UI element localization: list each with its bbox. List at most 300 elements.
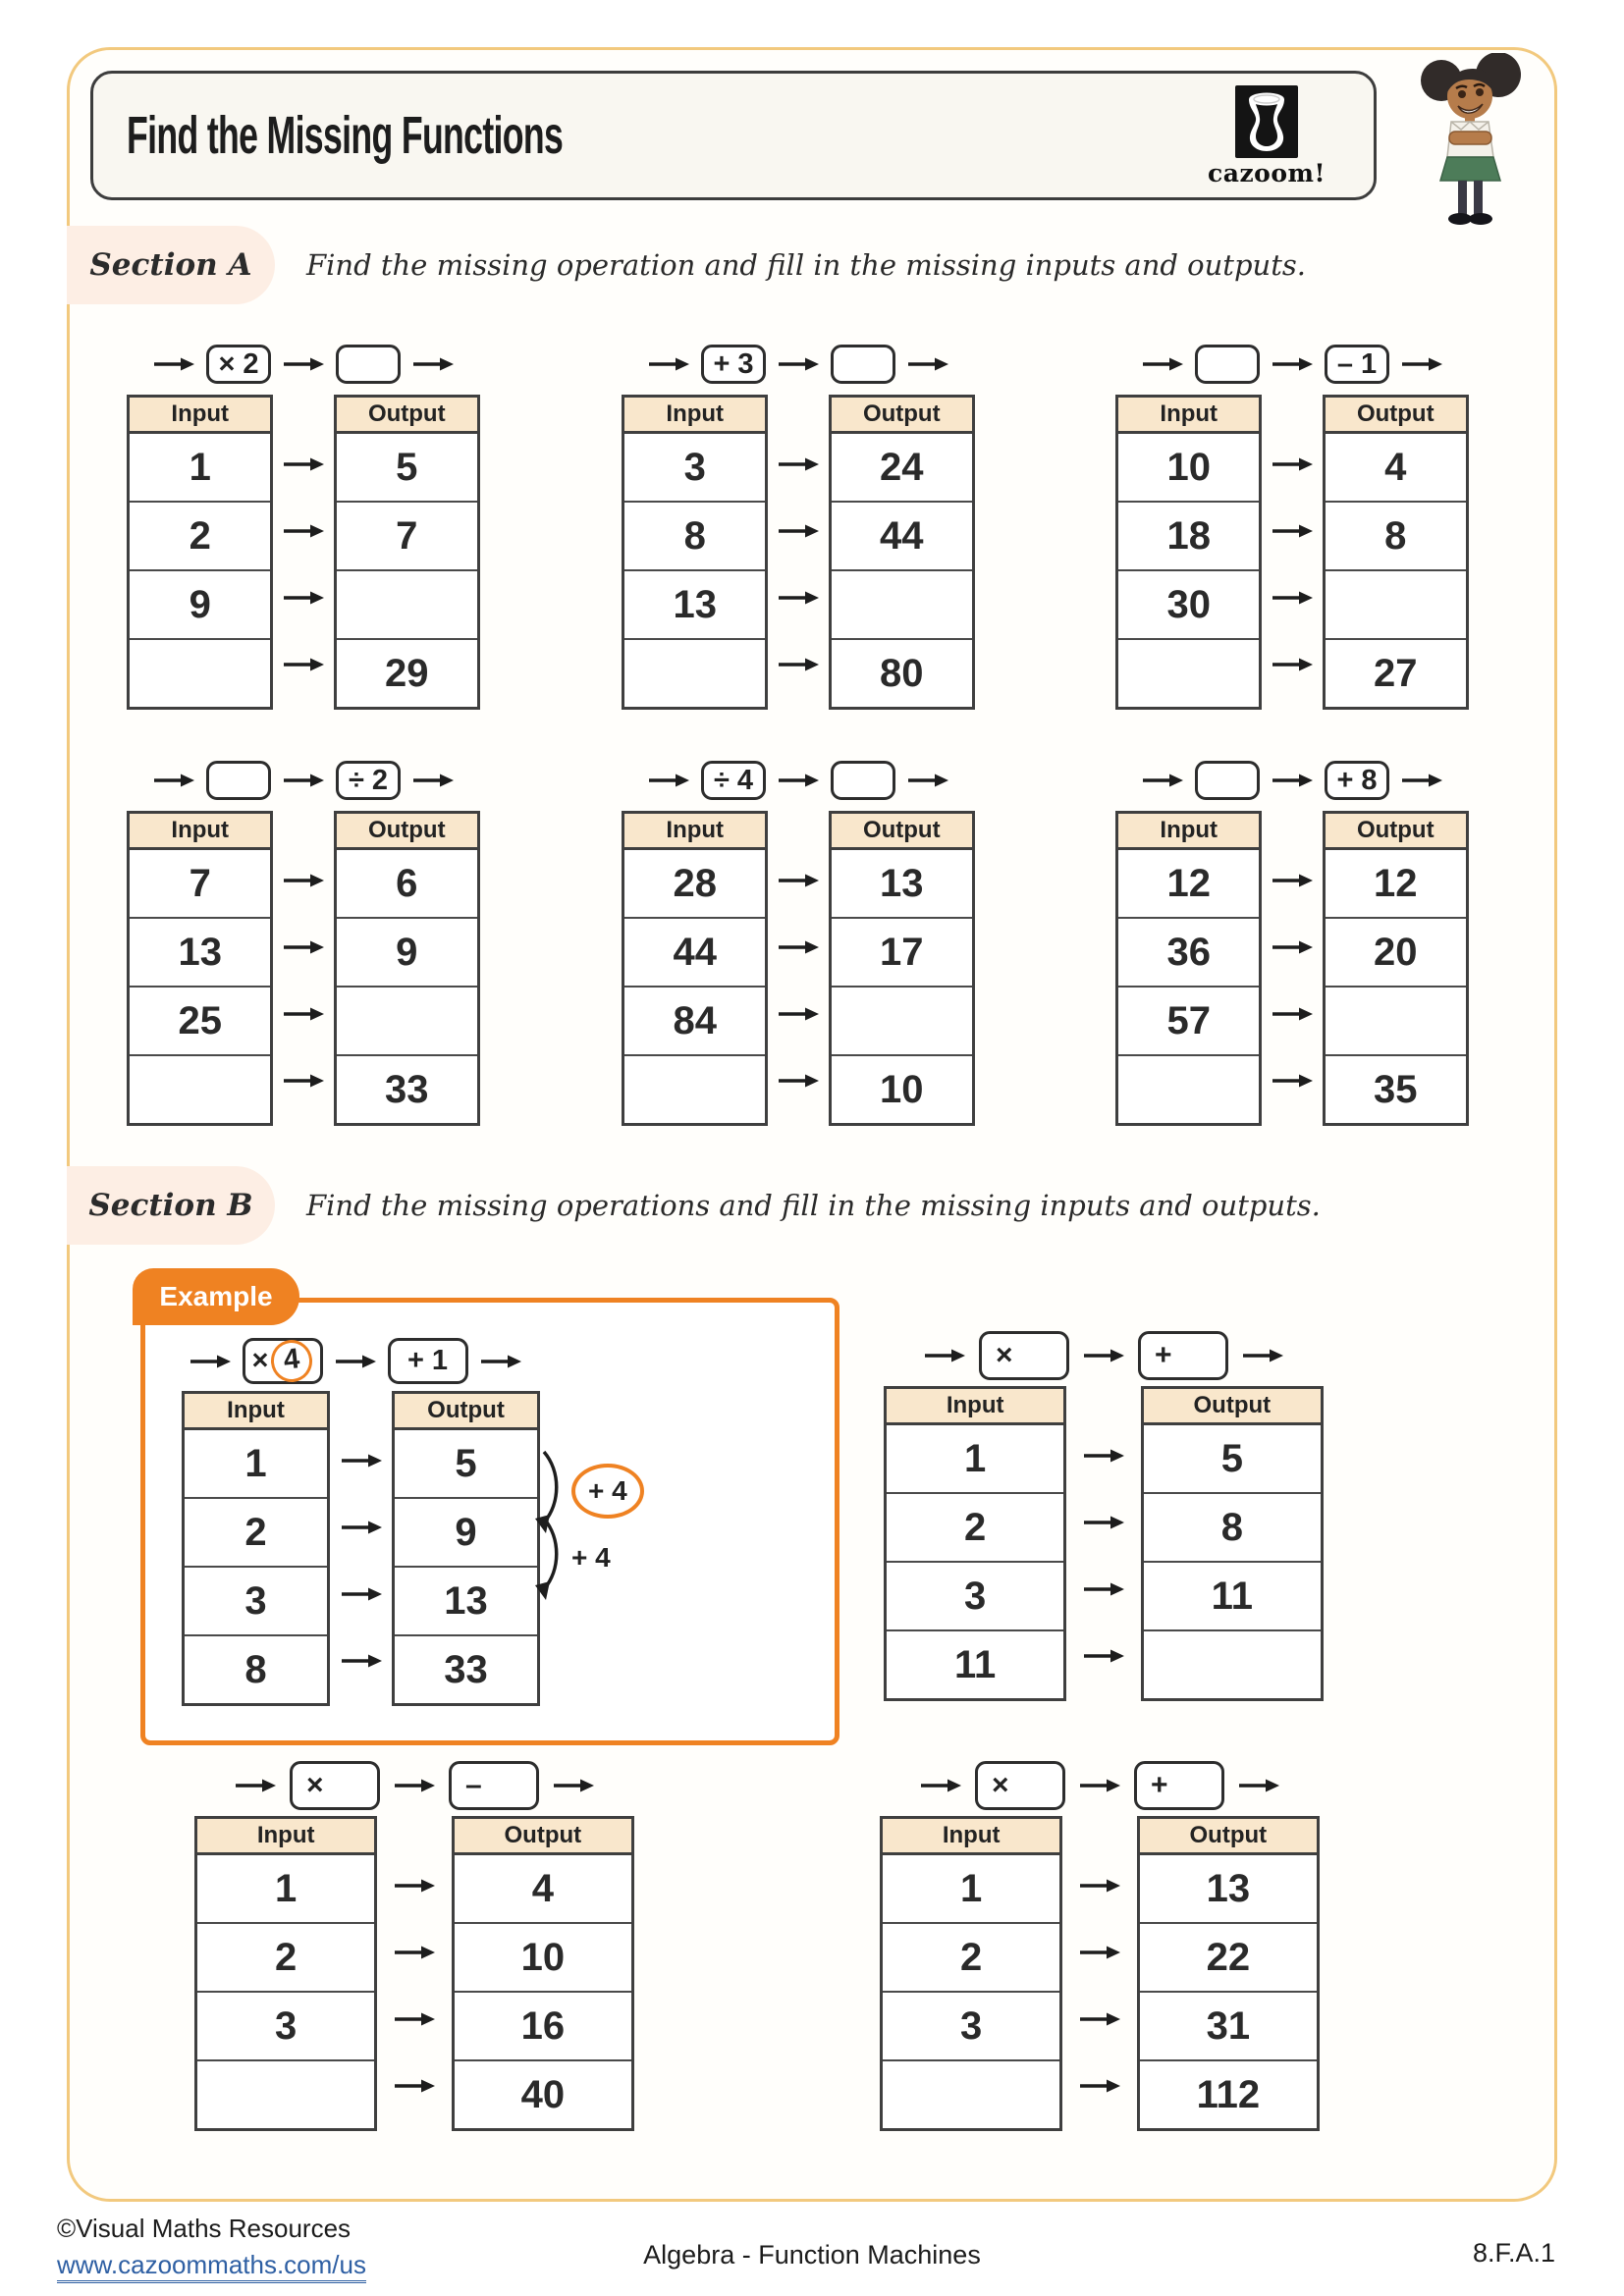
arrow-right-icon xyxy=(283,523,324,539)
output-cell: 22 xyxy=(1140,1924,1317,1993)
input-cell: 3 xyxy=(197,1993,374,2061)
input-cell: 2 xyxy=(887,1494,1063,1563)
arrow-right-icon xyxy=(1083,1581,1124,1597)
arrow-right-icon xyxy=(648,356,689,372)
arrow-slot xyxy=(1066,1422,1140,1489)
output-cell: 112 xyxy=(1196,2072,1261,2116)
arrow-slot xyxy=(1262,847,1322,914)
input-cell: 3 xyxy=(624,434,765,503)
arrow-slot xyxy=(1262,498,1322,564)
row-arrows-column xyxy=(1262,395,1322,710)
output-table xyxy=(334,811,480,1126)
arrow-right-icon xyxy=(778,356,819,372)
cazoom-logo-text: cazoom! xyxy=(1208,159,1326,187)
input-cell: 57 xyxy=(1118,988,1259,1056)
section-b-instruction: Find the missing operations and fill in the missing inputs and outputs. xyxy=(306,1189,1321,1222)
arrow-right-icon xyxy=(778,1006,819,1022)
arrow-slot xyxy=(273,431,333,498)
input-table xyxy=(182,1391,330,1706)
input-table xyxy=(194,1816,377,2131)
arrow-slot xyxy=(1262,914,1322,981)
output-cell: 20 xyxy=(1326,919,1466,988)
output-column-header: Output xyxy=(832,814,972,850)
table-pair xyxy=(194,1816,634,2131)
input-cell: 10 xyxy=(1118,434,1259,503)
arrow-right-icon xyxy=(412,773,454,788)
footer-copyright: ©Visual Maths Resources xyxy=(57,2214,352,2243)
output-table xyxy=(1323,395,1469,710)
machine-box: + xyxy=(1138,1331,1228,1380)
input-column-header: Input xyxy=(883,1819,1059,1855)
arrow-right-icon xyxy=(907,773,948,788)
row-arrows-column xyxy=(273,811,333,1126)
arrow-right-icon xyxy=(648,773,689,788)
output-cell: 8 xyxy=(1144,1494,1321,1563)
output-cell: 13 xyxy=(1140,1855,1317,1924)
machine-box: ÷ 4 xyxy=(701,761,766,800)
arrow-right-icon xyxy=(1272,1006,1313,1022)
machine-box: ÷ 2 xyxy=(336,761,401,800)
arrow-right-icon xyxy=(1272,356,1313,372)
machine-box xyxy=(1195,761,1260,800)
arrow-right-icon xyxy=(1272,590,1313,606)
arrow-right-icon xyxy=(394,1778,435,1793)
output-cell: 35 xyxy=(1374,1067,1418,1111)
curved-arrow-icon xyxy=(534,1515,564,1601)
arrow-slot xyxy=(273,981,333,1047)
arrow-right-icon xyxy=(1272,873,1313,888)
arrow-slot xyxy=(768,564,828,631)
table-pair xyxy=(182,1391,540,1706)
input-cell: 2 xyxy=(130,503,270,571)
function-machine-problem xyxy=(880,1761,1320,2131)
arrow-right-icon xyxy=(341,1520,382,1535)
arrow-right-icon xyxy=(1142,773,1183,788)
output-cell xyxy=(1326,988,1466,1056)
arrow-right-icon xyxy=(1079,2011,1120,2027)
output-cell xyxy=(1326,571,1466,640)
input-column-header: Input xyxy=(197,1819,374,1855)
table-pair xyxy=(880,1816,1320,2131)
output-table xyxy=(1323,811,1469,1126)
machine-box xyxy=(831,761,895,800)
page-title-text: Find the Missing Functions xyxy=(127,106,564,165)
output-column-header: Output xyxy=(832,398,972,434)
output-cell: 24 xyxy=(832,434,972,503)
input-cell: 11 xyxy=(954,1642,997,1686)
table-pair xyxy=(127,395,480,710)
machine-row xyxy=(622,760,975,801)
machine-row xyxy=(182,1338,528,1384)
machine-box: – 1 xyxy=(1325,345,1389,384)
input-column-header: Input xyxy=(624,398,765,434)
arrow-slot xyxy=(377,1986,451,2053)
arrow-slot xyxy=(330,1561,392,1628)
example-box xyxy=(140,1298,839,1745)
machine-row xyxy=(884,1331,1324,1380)
arrow-right-icon xyxy=(1083,1348,1124,1363)
function-machine-problem xyxy=(884,1331,1324,1701)
machine-row xyxy=(127,760,480,801)
arrow-slot xyxy=(1062,1852,1136,1919)
arrow-slot xyxy=(273,498,333,564)
row-arrows-column xyxy=(768,811,828,1126)
output-cell: 44 xyxy=(832,503,972,571)
input-cell xyxy=(1118,640,1259,707)
arrow-slot xyxy=(273,847,333,914)
arrow-right-icon xyxy=(341,1453,382,1468)
title-box xyxy=(90,71,1377,200)
input-cell: 1 xyxy=(887,1425,1063,1494)
input-cell xyxy=(1118,1056,1259,1123)
arrow-right-icon xyxy=(1079,1778,1120,1793)
arrow-slot xyxy=(330,1427,392,1494)
output-column-header: Output xyxy=(1326,398,1466,434)
output-cell: 17 xyxy=(832,919,972,988)
input-cell: 2 xyxy=(197,1924,374,1993)
arrow-right-icon xyxy=(480,1354,521,1369)
arrow-right-icon xyxy=(341,1653,382,1669)
input-cell: 13 xyxy=(624,571,765,640)
arrow-slot xyxy=(377,1852,451,1919)
arrow-right-icon xyxy=(283,773,324,788)
arrow-slot xyxy=(1262,1047,1322,1114)
output-column-header: Output xyxy=(1140,1819,1317,1855)
arrow-right-icon xyxy=(1401,356,1442,372)
output-cell: 6 xyxy=(337,850,477,919)
arrow-right-icon xyxy=(412,356,454,372)
function-machine-problem xyxy=(1115,344,1469,710)
input-cell: 3 xyxy=(883,1993,1059,2061)
table-pair xyxy=(1115,811,1469,1126)
arrow-slot xyxy=(1066,1556,1140,1623)
input-column-header: Input xyxy=(130,814,270,850)
operator-label: × xyxy=(251,1345,269,1376)
input-cell: 1 xyxy=(130,434,270,503)
output-cell xyxy=(337,988,477,1056)
arrow-slot xyxy=(330,1494,392,1561)
input-cell: 25 xyxy=(130,988,270,1056)
input-cell: 7 xyxy=(130,850,270,919)
input-cell: 9 xyxy=(130,571,270,640)
output-cell: 80 xyxy=(880,651,924,695)
example-tab: Example xyxy=(133,1268,299,1325)
arrow-slot xyxy=(768,981,828,1047)
arrow-right-icon xyxy=(1238,1778,1279,1793)
arrow-right-icon xyxy=(1083,1448,1124,1464)
machine-box xyxy=(243,1338,323,1384)
example-annotations xyxy=(534,1303,780,1740)
arrow-slot xyxy=(330,1628,392,1694)
footer-website-link[interactable]: www.cazoommaths.com/us xyxy=(57,2249,366,2284)
output-table xyxy=(1141,1386,1324,1701)
arrow-right-icon xyxy=(1079,1945,1120,1960)
arrow-right-icon xyxy=(1083,1515,1124,1530)
machine-box: × 2 xyxy=(206,345,271,384)
input-table xyxy=(880,1816,1062,2131)
arrow-right-icon xyxy=(283,873,324,888)
output-table xyxy=(829,395,975,710)
function-machine-problem xyxy=(622,760,975,1126)
arrow-slot xyxy=(768,1047,828,1114)
machine-row xyxy=(1115,760,1469,801)
arrow-right-icon xyxy=(1272,456,1313,472)
table-pair xyxy=(127,811,480,1126)
input-cell xyxy=(624,640,765,707)
input-cell: 13 xyxy=(130,919,270,988)
arrow-right-icon xyxy=(1272,657,1313,672)
output-cell: 5 xyxy=(395,1430,537,1499)
output-cell: 10 xyxy=(880,1067,924,1111)
arrow-slot xyxy=(1262,981,1322,1047)
output-cell: 13 xyxy=(832,850,972,919)
input-cell: 3 xyxy=(185,1568,327,1636)
function-machine-problem xyxy=(127,344,480,710)
difference-label: + 4 xyxy=(571,1542,611,1573)
arrow-slot xyxy=(1262,631,1322,698)
arrow-right-icon xyxy=(394,2078,435,2094)
arrow-right-icon xyxy=(1083,1648,1124,1664)
arrow-right-icon xyxy=(189,1354,231,1369)
arrow-right-icon xyxy=(153,356,194,372)
arrow-right-icon xyxy=(283,657,324,672)
arrow-right-icon xyxy=(778,657,819,672)
input-cell: 18 xyxy=(1118,503,1259,571)
machine-box xyxy=(336,345,401,384)
output-cell: 27 xyxy=(1374,651,1418,695)
input-cell: 8 xyxy=(244,1647,267,1691)
student-character-illustration xyxy=(1412,53,1536,228)
input-table xyxy=(1115,811,1262,1126)
output-column-header: Output xyxy=(395,1394,537,1430)
output-table xyxy=(1137,1816,1320,2131)
input-column-header: Input xyxy=(887,1389,1063,1425)
input-cell: 1 xyxy=(197,1855,374,1924)
input-cell: 12 xyxy=(1118,850,1259,919)
arrow-right-icon xyxy=(907,356,948,372)
input-cell: 2 xyxy=(185,1499,327,1568)
table-pair xyxy=(622,811,975,1126)
arrow-right-icon xyxy=(1272,773,1313,788)
difference-annotation xyxy=(534,1515,611,1601)
machine-row xyxy=(127,344,480,385)
arrow-right-icon xyxy=(778,939,819,955)
output-column-header: Output xyxy=(455,1819,631,1855)
output-column-header: Output xyxy=(337,398,477,434)
arrow-right-icon xyxy=(778,1073,819,1089)
output-table xyxy=(452,1816,634,2131)
input-table xyxy=(622,811,768,1126)
arrow-slot xyxy=(768,498,828,564)
arrow-right-icon xyxy=(553,1778,594,1793)
output-cell: 5 xyxy=(1144,1425,1321,1494)
input-column-header: Input xyxy=(185,1394,327,1430)
output-cell: 31 xyxy=(1140,1993,1317,2061)
output-cell: 4 xyxy=(1326,434,1466,503)
output-column-header: Output xyxy=(1326,814,1466,850)
input-table xyxy=(127,811,273,1126)
arrow-right-icon xyxy=(153,773,194,788)
input-column-header: Input xyxy=(1118,398,1259,434)
arrow-right-icon xyxy=(778,456,819,472)
machine-box: – xyxy=(449,1761,539,1810)
machine-box: × xyxy=(979,1331,1069,1380)
arrow-right-icon xyxy=(283,939,324,955)
output-column-header: Output xyxy=(1144,1389,1321,1425)
input-cell: 84 xyxy=(624,988,765,1056)
arrow-slot xyxy=(1062,1986,1136,2053)
output-table xyxy=(829,811,975,1126)
output-cell xyxy=(832,988,972,1056)
output-cell xyxy=(337,571,477,640)
output-cell: 9 xyxy=(337,919,477,988)
arrow-right-icon xyxy=(283,590,324,606)
cazoom-logo xyxy=(1203,85,1330,187)
arrow-slot xyxy=(273,1047,333,1114)
table-pair xyxy=(622,395,975,710)
arrow-slot xyxy=(768,431,828,498)
arrow-slot xyxy=(768,914,828,981)
arrow-right-icon xyxy=(1142,356,1183,372)
input-column-header: Input xyxy=(130,398,270,434)
input-table xyxy=(622,395,768,710)
output-cell xyxy=(832,571,972,640)
input-cell: 8 xyxy=(624,503,765,571)
arrow-right-icon xyxy=(341,1586,382,1602)
footer-standard-code: 8.F.A.1 xyxy=(1472,2238,1555,2268)
input-cell xyxy=(624,1056,765,1123)
input-cell: 1 xyxy=(883,1855,1059,1924)
arrow-right-icon xyxy=(335,1354,376,1369)
machine-row xyxy=(880,1761,1320,1810)
input-cell: 44 xyxy=(624,919,765,988)
input-column-header: Input xyxy=(624,814,765,850)
difference-label: + 4 xyxy=(571,1464,644,1519)
machine-row xyxy=(1115,344,1469,385)
arrow-right-icon xyxy=(920,1778,961,1793)
arrow-right-icon xyxy=(778,590,819,606)
arrow-slot xyxy=(1066,1489,1140,1556)
output-cell: 10 xyxy=(455,1924,631,1993)
output-cell: 16 xyxy=(455,1993,631,2061)
output-cell: 33 xyxy=(444,1647,488,1691)
output-cell: 11 xyxy=(1144,1563,1321,1631)
machine-box: × xyxy=(290,1761,380,1810)
arrow-slot xyxy=(768,847,828,914)
arrow-slot xyxy=(377,1919,451,1986)
machine-box: × xyxy=(975,1761,1065,1810)
input-cell xyxy=(130,1056,270,1123)
function-machine-problem xyxy=(127,760,480,1126)
footer-topic: Algebra - Function Machines xyxy=(643,2240,981,2269)
machine-box xyxy=(206,761,271,800)
arrow-right-icon xyxy=(283,1073,324,1089)
section-b-label: Section B xyxy=(67,1166,275,1245)
table-pair xyxy=(884,1386,1324,1701)
output-cell xyxy=(1144,1631,1321,1698)
output-table xyxy=(334,395,480,710)
function-machine-problem xyxy=(194,1761,634,2131)
input-table xyxy=(1115,395,1262,710)
arrow-right-icon xyxy=(283,1006,324,1022)
cazoom-drum-logo-icon xyxy=(1235,85,1298,158)
row-arrows-column xyxy=(1062,1816,1136,2131)
row-arrows-column xyxy=(1262,811,1322,1126)
arrow-right-icon xyxy=(1079,1878,1120,1894)
arrow-right-icon xyxy=(1272,939,1313,955)
example-content xyxy=(182,1338,540,1706)
arrow-right-icon xyxy=(283,356,324,372)
row-arrows-column xyxy=(273,395,333,710)
arrow-right-icon xyxy=(778,873,819,888)
input-cell: 2 xyxy=(883,1924,1059,1993)
input-table xyxy=(884,1386,1066,1701)
row-arrows-column xyxy=(330,1391,392,1706)
arrow-right-icon xyxy=(1272,523,1313,539)
machine-box xyxy=(831,345,895,384)
arrow-right-icon xyxy=(778,523,819,539)
machine-box: + xyxy=(1134,1761,1224,1810)
arrow-slot xyxy=(273,914,333,981)
arrow-slot xyxy=(768,631,828,698)
input-table xyxy=(127,395,273,710)
output-cell: 4 xyxy=(455,1855,631,1924)
input-cell: 3 xyxy=(887,1563,1063,1631)
page-title xyxy=(127,74,787,197)
output-table xyxy=(392,1391,540,1706)
input-cell xyxy=(130,640,270,707)
arrow-right-icon xyxy=(1401,773,1442,788)
circled-answer: 4 xyxy=(269,1338,314,1384)
arrow-right-icon xyxy=(283,456,324,472)
table-pair xyxy=(1115,395,1469,710)
arrow-right-icon xyxy=(235,1778,276,1793)
output-cell: 7 xyxy=(337,503,477,571)
machine-box: + 1 xyxy=(388,1338,468,1384)
row-arrows-column xyxy=(1066,1386,1140,1701)
row-arrows-column xyxy=(768,395,828,710)
machine-box: + 8 xyxy=(1325,761,1389,800)
output-cell: 29 xyxy=(385,651,429,695)
arrow-slot xyxy=(273,564,333,631)
section-a-instruction: Find the missing operation and fill in the missing inputs and outputs. xyxy=(306,248,1306,282)
arrow-slot xyxy=(273,631,333,698)
arrow-right-icon xyxy=(394,2011,435,2027)
input-cell: 1 xyxy=(185,1430,327,1499)
section-a-label: Section A xyxy=(67,226,275,304)
arrow-right-icon xyxy=(1242,1348,1283,1363)
input-cell: 28 xyxy=(624,850,765,919)
arrow-slot xyxy=(1062,2053,1136,2119)
input-cell xyxy=(883,2061,1059,2128)
machine-box xyxy=(1195,345,1260,384)
row-arrows-column xyxy=(377,1816,451,2131)
arrow-slot xyxy=(1062,1919,1136,1986)
arrow-right-icon xyxy=(394,1878,435,1894)
arrow-right-icon xyxy=(1079,2078,1120,2094)
arrow-slot xyxy=(1262,431,1322,498)
output-cell: 12 xyxy=(1326,850,1466,919)
machine-row xyxy=(622,344,975,385)
function-machine-problem xyxy=(622,344,975,710)
machine-row xyxy=(194,1761,634,1810)
input-cell: 30 xyxy=(1118,571,1259,640)
arrow-right-icon xyxy=(924,1348,965,1363)
arrow-slot xyxy=(1066,1623,1140,1689)
arrow-right-icon xyxy=(394,1945,435,1960)
arrow-slot xyxy=(1262,564,1322,631)
output-cell: 8 xyxy=(1326,503,1466,571)
